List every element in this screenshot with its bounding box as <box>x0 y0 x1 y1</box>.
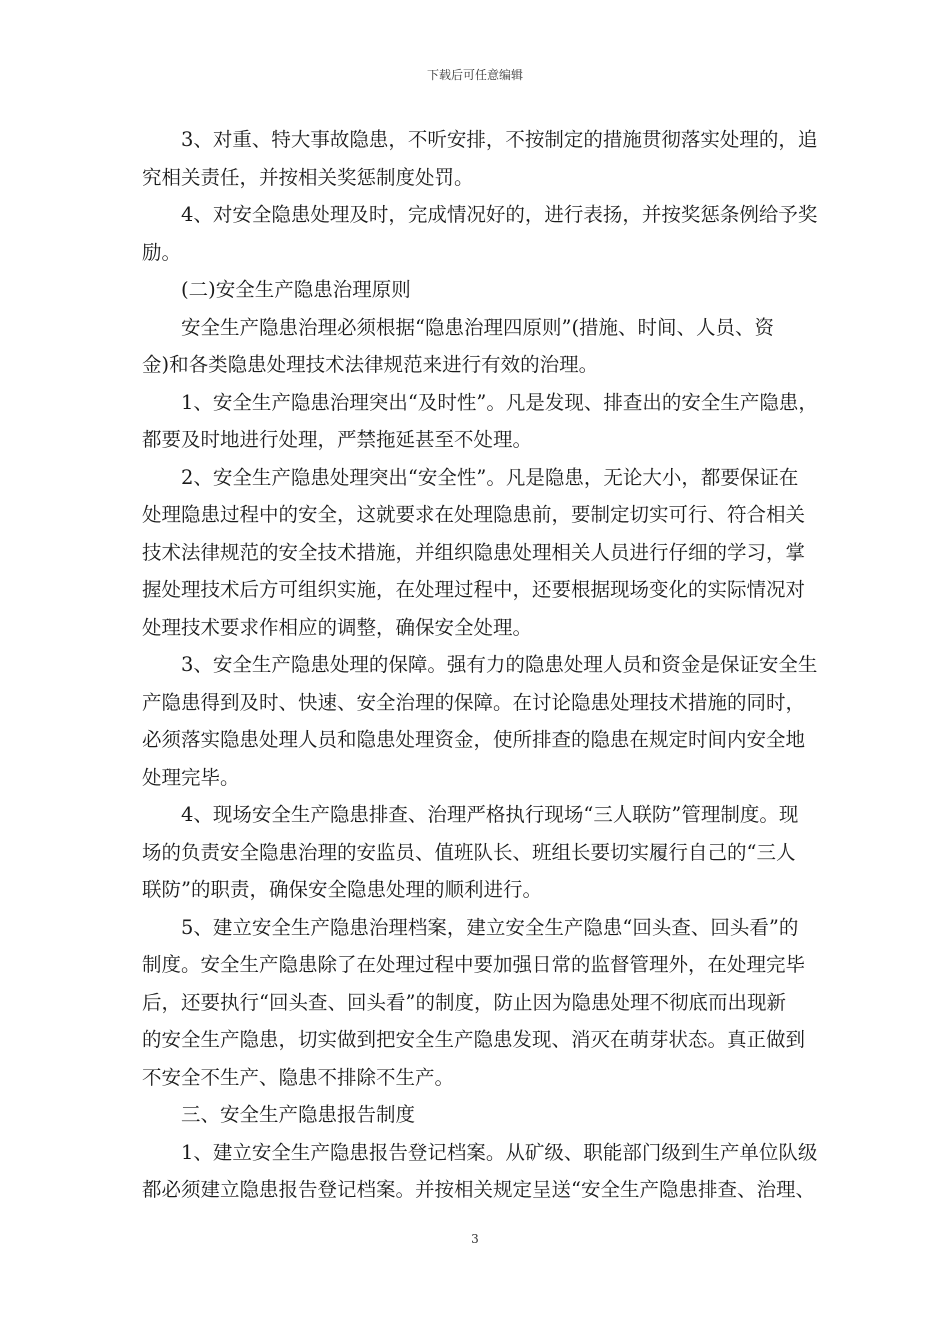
document-body <box>142 121 818 1209</box>
paragraph-line: 的安全生产隐患，切实做到把安全生产隐患发现、消灭在萌芽状态。真正做到 <box>142 1028 806 1051</box>
paragraph <box>142 384 818 459</box>
paragraph <box>142 909 810 1097</box>
paragraph <box>142 1096 810 1134</box>
paragraph-line: 技术法律规范的安全技术措施，并组织隐患处理相关人员进行仔细的学习，掌 <box>142 540 806 564</box>
paragraph-line: 三、安全生产隐患报告制度 <box>181 1103 416 1126</box>
paragraph-line: 场的负责安全隐患治理的安监员、值班队长、班组长要切实履行自己的“三人 <box>142 840 796 864</box>
paragraph-line: 处理隐患过程中的安全，这就要求在处理隐患前，要制定切实可行、符合相关 <box>142 503 806 526</box>
paragraph-line: 2、安全生产隐患处理突出“安全性”。凡是隐患，无论大小，都要保证在 <box>181 465 799 489</box>
paragraph-line: 5、建立安全生产隐患治理档案，建立安全生产隐患“回头查、回头看”的 <box>181 915 799 939</box>
paragraph-line: 握处理技术后方可组织实施，在处理过程中，还要根据现场变化的实际情况对 <box>142 578 806 601</box>
paragraph-line: 3、安全生产隐患处理的保障。强有力的隐患处理人员和资金是保证安全生 <box>181 653 818 676</box>
paragraph-line: 4、现场安全生产隐患排查、治理严格执行现场“三人联防”管理制度。现 <box>181 803 799 826</box>
paragraph-line: 后，还要执行“回头查、回头看”的制度，防止因为隐患处理不彻底而出现新 <box>142 990 786 1014</box>
paragraph-line: 4、对安全隐患处理及时，完成情况好的，进行表扬，并按奖惩条例给予奖 <box>181 203 818 226</box>
paragraph-line: 联防”的职责，确保安全隐患处理的顺利进行。 <box>142 878 542 901</box>
paragraph-line: 都必须建立隐患报告登记档案。并按相关规定呈送“安全生产隐患排查、治理、 <box>142 1178 815 1201</box>
paragraph-line: 安全生产隐患治理必须根据“隐患治理四原则”(措施、时间、人员、资 <box>181 315 775 339</box>
page-number: 3 <box>471 1232 479 1246</box>
paragraph <box>142 271 810 309</box>
paragraph-line: 产隐患得到及时、快速、安全治理的保障。在讨论隐患处理技术措施的同时， <box>142 690 806 714</box>
paragraph <box>142 1134 818 1209</box>
paragraph <box>142 646 818 796</box>
paragraph-line: 励。 <box>142 240 182 264</box>
page-header: 下载后可任意编辑 <box>426 68 523 82</box>
paragraph <box>142 309 810 384</box>
paragraph-line: 处理技术要求作相应的调整，确保安全处理。 <box>142 615 533 639</box>
paragraph-line: 1、安全生产隐患治理突出“及时性”。凡是发现、排查出的安全生产隐患， <box>181 390 818 414</box>
paragraph-line: 不安全不生产、隐患不排除不生产。 <box>142 1065 455 1089</box>
paragraph <box>142 121 818 196</box>
paragraph-line: 必须落实隐患处理人员和隐患处理资金，使所排查的隐患在规定时间内安全地 <box>142 728 806 751</box>
paragraph-line: 制度。安全生产隐患除了在处理过程中要加强日常的监督管理外，在处理完毕 <box>142 953 806 976</box>
paragraph-line: 3、对重、特大事故隐患，不听安排，不按制定的措施贯彻落实处理的，追 <box>181 128 818 151</box>
paragraph-line: 究相关责任，并按相关奖惩制度处罚。 <box>142 165 474 189</box>
paragraph-line: 都要及时地进行处理，严禁拖延甚至不处理。 <box>142 428 533 451</box>
paragraph <box>142 796 810 909</box>
paragraph-line: 1、建立安全生产隐患报告登记档案。从矿级、职能部门级到生产单位队级 <box>181 1140 818 1164</box>
paragraph-line: (二)安全生产隐患治理原则 <box>181 278 411 301</box>
paragraph-line: 处理完毕。 <box>142 765 240 789</box>
paragraph <box>142 196 818 271</box>
paragraph <box>142 459 810 647</box>
paragraph-line: 金)和各类隐患处理技术法律规范来进行有效的治理。 <box>142 353 599 376</box>
